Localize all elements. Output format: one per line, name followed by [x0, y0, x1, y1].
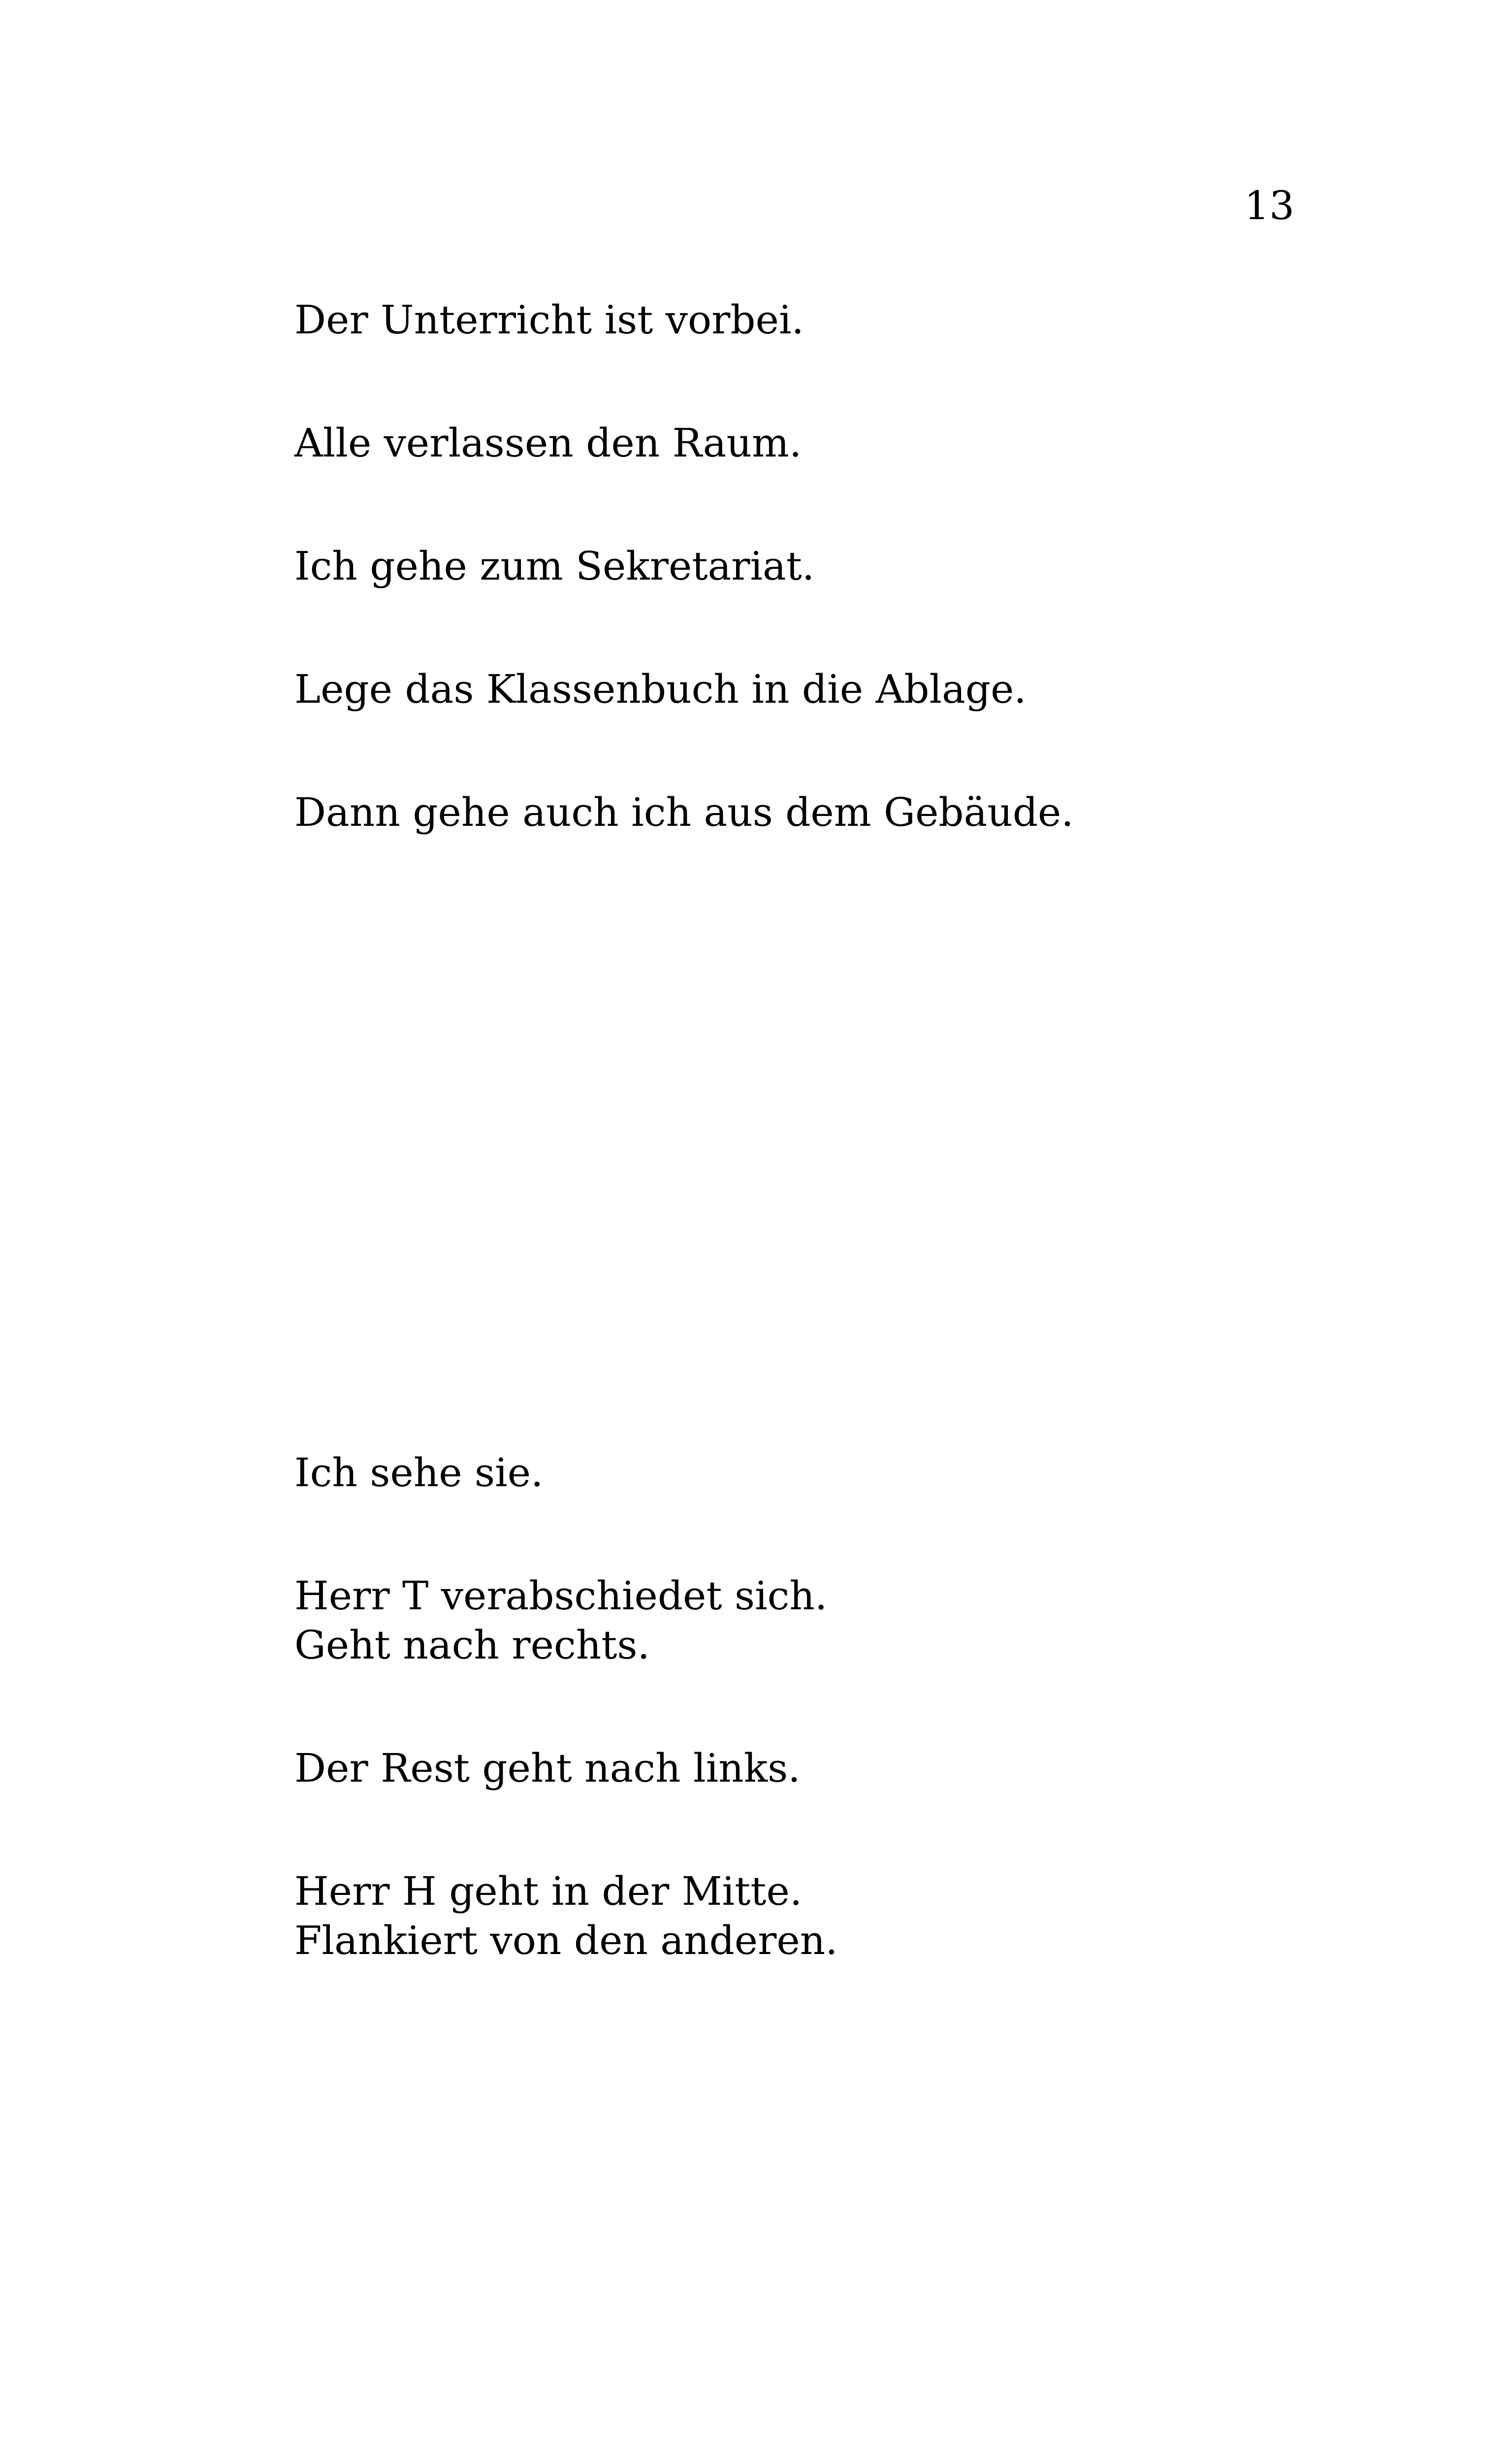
stanza	[294, 419, 1074, 468]
poem-line: Der Unterricht ist vorbei.	[294, 297, 804, 343]
stanza	[294, 1571, 838, 1670]
stanza	[294, 542, 1074, 591]
poem-line: Flankiert von den anderen.	[294, 1918, 838, 1963]
stanza	[294, 665, 1074, 714]
poem-line: Herr H geht in der Mitte.	[294, 1868, 803, 1914]
poem-section-1	[294, 295, 1074, 911]
page-number: 13	[1244, 183, 1294, 228]
poem-line: Herr T verabschiedet sich.	[294, 1573, 828, 1619]
poem-section-2	[294, 1448, 838, 2039]
poem-line: Der Rest geht nach links.	[294, 1745, 801, 1791]
poem-line: Alle verlassen den Raum.	[294, 420, 802, 466]
poem-line: Dann gehe auch ich aus dem Gebäude.	[294, 789, 1074, 835]
stanza	[294, 788, 1074, 837]
poem-line: Lege das Klassenbuch in die Ablage.	[294, 666, 1027, 712]
stanza	[294, 1744, 838, 1793]
stanza	[294, 1448, 838, 1498]
poem-line: Ich gehe zum Sekretariat.	[294, 543, 815, 589]
stanza	[294, 295, 1074, 345]
stanza	[294, 1867, 838, 1965]
poem-line: Geht nach rechts.	[294, 1622, 650, 1668]
poem-line: Ich sehe sie.	[294, 1450, 544, 1496]
